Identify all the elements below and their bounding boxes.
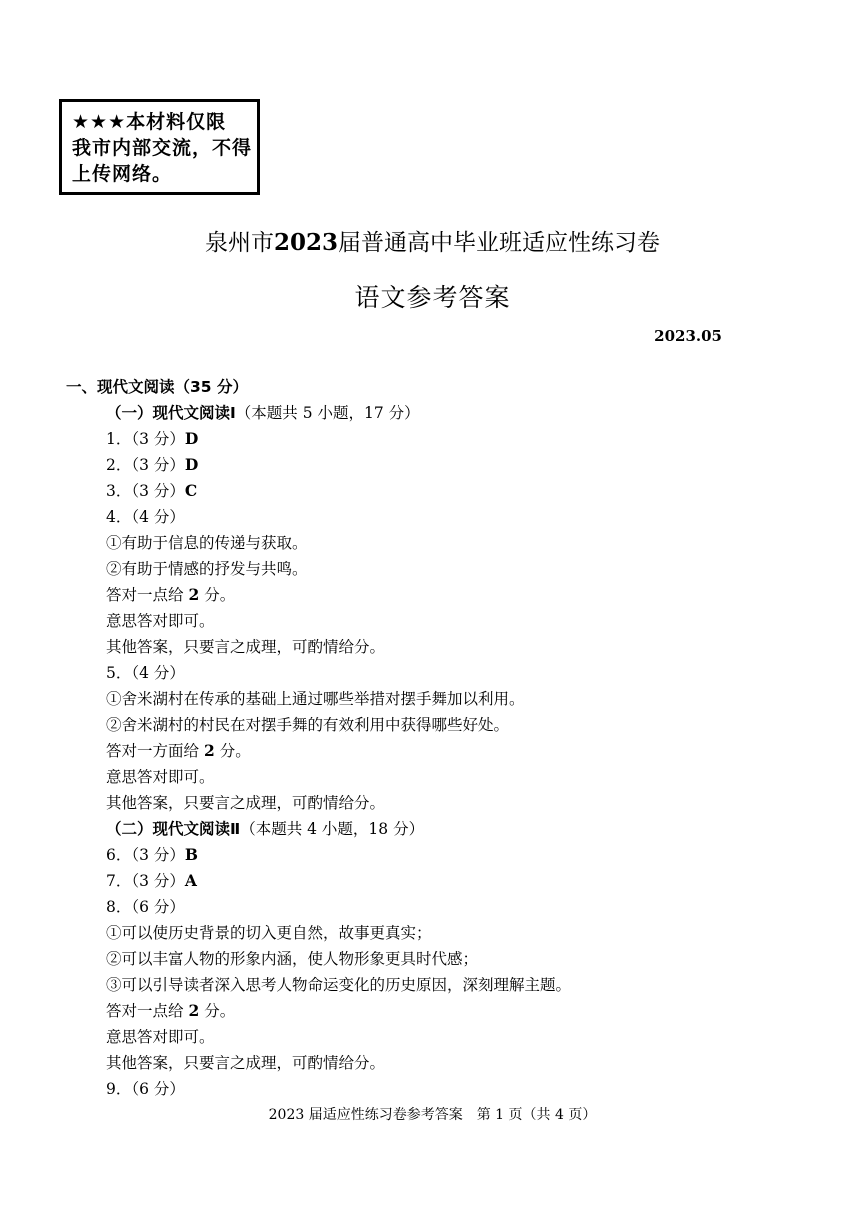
q5-score-a: 答对一方面给 — [106, 742, 200, 760]
q3-answer: C — [184, 481, 198, 500]
q6-prefix: 6．（3 分） — [106, 846, 185, 864]
q1-prefix: 1．（3 分） — [106, 430, 185, 448]
q7-prefix: 7．（3 分） — [106, 872, 185, 890]
q5-note-1: 意思答对即可。 — [106, 768, 215, 786]
q3-prefix: 3．（3 分） — [106, 482, 185, 500]
q8-point-1: ①可以使历史背景的切入更自然，故事更真实； — [106, 924, 432, 942]
exam-title — [0, 226, 865, 260]
q5-score-n: 2 — [203, 741, 215, 760]
question-7 — [106, 870, 197, 892]
q8-score-a: 答对一点给 — [106, 1002, 184, 1020]
question-5: 5．（4 分） — [106, 664, 185, 682]
q4-point-1: ①有助于信息的传递与获取。 — [106, 534, 308, 552]
q5-point-2: ②舍米湖村的村民在对摆手舞的有效利用中获得哪些好处。 — [106, 716, 510, 734]
q4-score-n: 2 — [188, 585, 200, 604]
q6-answer: B — [184, 845, 199, 864]
question-9: 9．（6 分） — [106, 1080, 185, 1098]
notice-line-1: ★★★本材料仅限 — [72, 111, 227, 133]
q5-score-b: 分。 — [219, 742, 251, 760]
q8-point-3: ③可以引导读者深入思考人物命运变化的历史原因，深刻理解主题。 — [106, 976, 572, 994]
q4-note-1: 意思答对即可。 — [106, 612, 215, 630]
q8-scoring — [106, 1000, 235, 1022]
q4-score-a: 答对一点给 — [106, 586, 184, 604]
q5-note-2: 其他答案，只要言之成理，可酌情给分。 — [106, 794, 386, 812]
question-2 — [106, 454, 198, 476]
question-4: 4．（4 分） — [106, 508, 185, 526]
question-8: 8．（6 分） — [106, 898, 185, 916]
part1-label: （一）现代文阅读Ⅰ — [106, 404, 236, 422]
title-year: 2023 — [273, 229, 338, 256]
question-3 — [106, 480, 197, 502]
q4-score-b: 分。 — [204, 586, 236, 604]
q5-point-1: ①舍米湖村在传承的基础上通过哪些举措对摆手舞加以利用。 — [106, 690, 525, 708]
answer-key-title: 语文参考答案 — [354, 283, 511, 312]
part2-label: （二）现代文阅读Ⅱ — [106, 820, 241, 838]
q8-note-2: 其他答案，只要言之成理，可酌情给分。 — [106, 1054, 386, 1072]
q8-point-2: ②可以丰富人物的形象内涵，使人物形象更具时代感； — [106, 950, 479, 968]
section-heading-modern-reading: 一、现代文阅读（35 分） — [66, 378, 248, 396]
exam-date: 2023.05 — [654, 327, 722, 345]
q8-score-n: 2 — [188, 1001, 200, 1020]
q4-note-2: 其他答案，只要言之成理，可酌情给分。 — [106, 638, 386, 656]
page-footer: 2023 届适应性练习卷参考答案 第 1 页（共 4 页） — [268, 1107, 597, 1123]
title-suffix: 届普通高中毕业班适应性练习卷 — [338, 230, 660, 256]
q7-answer: A — [184, 871, 197, 890]
title-prefix: 泉州市 — [204, 230, 274, 256]
notice-line-3: 上传网络。 — [72, 163, 173, 185]
question-1 — [106, 428, 198, 450]
part2-info: （本题共 4 小题，18 分） — [240, 820, 425, 838]
q5-scoring — [106, 740, 251, 762]
q1-answer: D — [184, 429, 199, 448]
part1-heading — [106, 402, 420, 424]
question-6 — [106, 844, 198, 866]
part2-heading — [106, 818, 424, 840]
q8-note-1: 意思答对即可。 — [106, 1028, 215, 1046]
q2-answer: D — [184, 455, 199, 474]
part1-info: （本题共 5 小题，17 分） — [235, 404, 420, 422]
q4-point-2: ②有助于情感的抒发与共鸣。 — [106, 560, 308, 578]
distribution-notice-box — [59, 99, 260, 195]
q8-score-b: 分。 — [204, 1002, 236, 1020]
q2-prefix: 2．（3 分） — [106, 456, 185, 474]
q4-scoring — [106, 584, 235, 606]
notice-line-2: 我市内部交流，不得 — [72, 137, 253, 159]
